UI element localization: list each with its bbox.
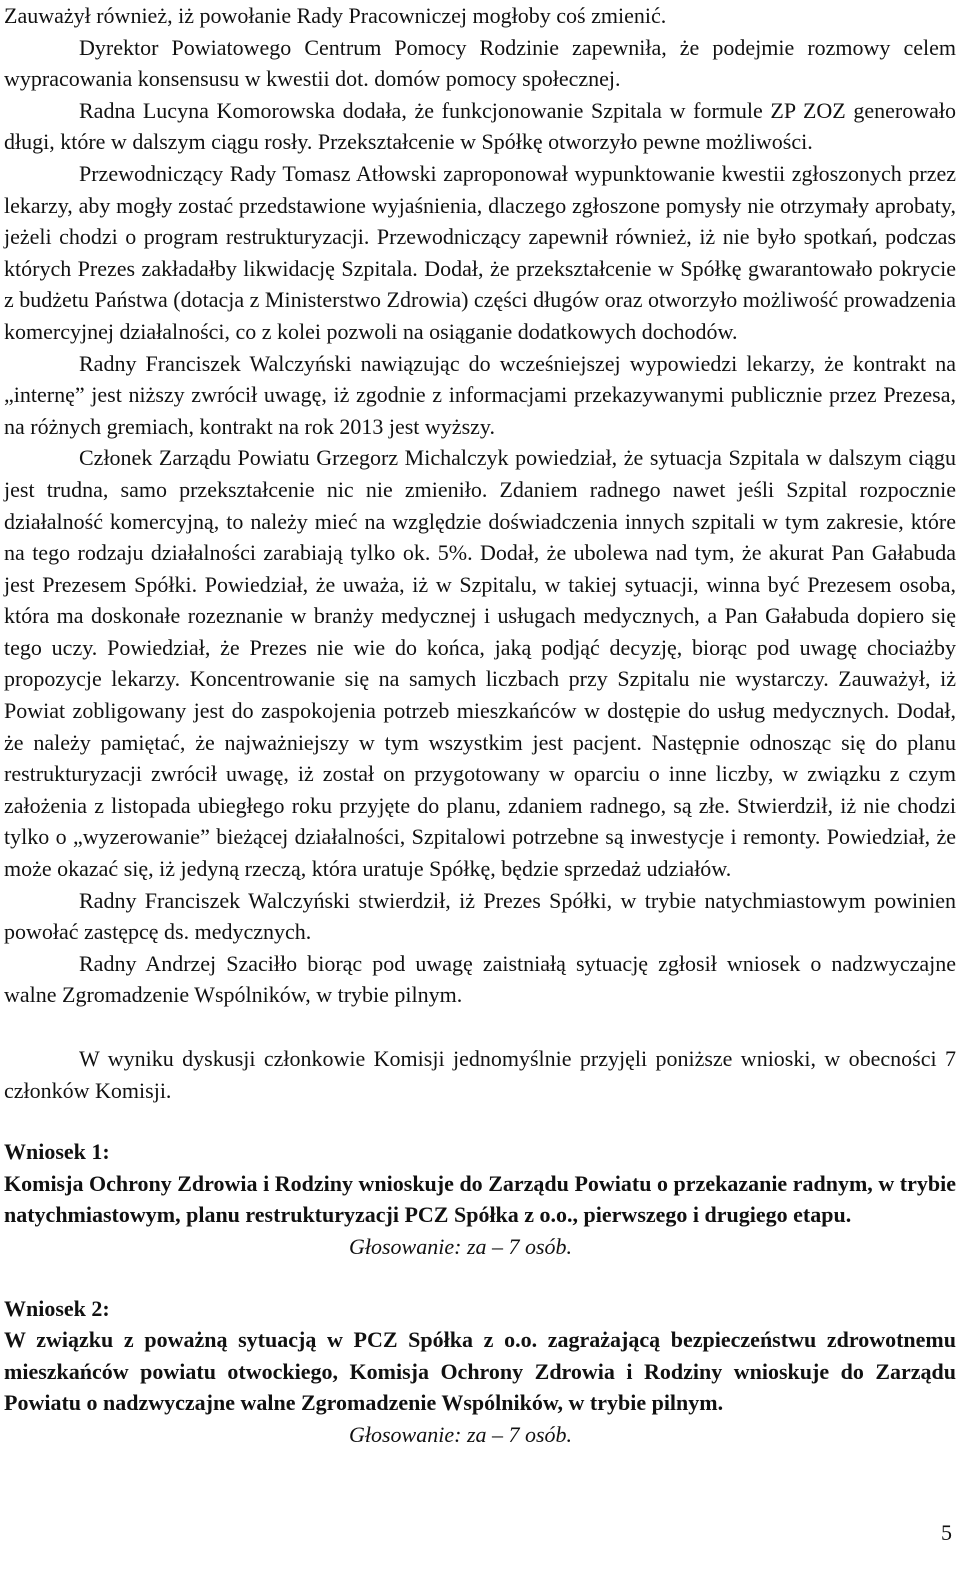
- paragraph-3: Radna Lucyna Komorowska dodała, że funkcjonowanie Szpitala w formule ZP ZOZ generowało długi, które w dalszym ciągu rosły. Przekształcenie w Spółkę otworzyło pewne możliwości.: [4, 97, 956, 155]
- spacer: [4, 1011, 956, 1043]
- motion-1-title: Wniosek 1:: [4, 1139, 110, 1165]
- spacer: [4, 1106, 956, 1136]
- motion-2-title: Wniosek 2:: [4, 1295, 110, 1321]
- page-number: 5: [941, 1520, 952, 1545]
- summary-paragraph: W wyniku dyskusji członkowie Komisji jednomyślnie przyjęli poniższe wnioski, w obecności 7 członków Komisji.: [4, 1046, 956, 1103]
- paragraph-4: Przewodniczący Rady Tomasz Atłowski zaproponował wypunktowanie kwestii zgłoszonych przez lekarzy, aby mogły zostać przedstawione wyjaśnienia, dlaczego zgłoszone pomysły nie otrzymały aprobaty, jeżeli chodzi o program restrukturyzacji. Przewodniczący zapewnił również, iż nie było spotkań, podczas których Prezes zakładałby likwidację Szpitala. Dodał, że przekształcenie w Spółkę gwarantowało pokrycie z budżetu Państwa (dotacja z Ministerstwo Zdrowia) części długów oraz otworzyło możliwość prowadzenia komercyjnej działalności, co z kolei pozwoli na osiąganie dodatkowych dochodów.: [4, 160, 956, 344]
- spacer: [4, 1263, 956, 1293]
- paragraph-2: Dyrektor Powiatowego Centrum Pomocy Rodzinie zapewniła, że podejmie rozmowy celem wypracowania konsensusu w kwestii dot. domów pomocy społecznej.: [4, 34, 956, 92]
- paragraph-1: Zauważył również, iż powołanie Rady Pracowniczej mogłoby coś zmienić.: [4, 3, 667, 28]
- paragraph-5: Radny Franciszek Walczyński nawiązując do wcześniejszej wypowiedzi lekarzy, że kontrakt na „internę” jest niższy zwrócił uwagę, iż zgodnie z informacjami przekazywanymi publicznie przez Prezesa, na różnych gremiach, kontrakt na rok 2013 jest wyższy.: [4, 350, 956, 439]
- motion-1-body: Komisja Ochrony Zdrowia i Rodziny wnioskuje do Zarządu Powiatu o przekazanie radnym, w trybie natychmiastowym, planu restrukturyzacji PCZ Spółka z o.o., pierwszego i drugiego etapu.: [4, 1170, 956, 1228]
- motion-2-vote: Głosowanie: za – 7 osób.: [349, 1421, 573, 1447]
- motion-2-body: W związku z poważną sytuacją w PCZ Spółka z o.o. zagrażającą bezpieczeństwu zdrowotnemu mieszkańców powiatu otwockiego, Komisja Ochrony Zdrowia i Rodziny wnioskuje do Zarządu Powiatu o nadzwyczajne walne Zgromadzenie Wspólników, w trybie pilnym.: [4, 1327, 956, 1416]
- document-page: [4, 0, 956, 1451]
- paragraph-8: Radny Andrzej Szaciłło biorąc pod uwagę zaistniałą sytuację zgłosił wniosek o nadzwyczajne walne Zgromadzenie Wspólników, w trybie pilnym.: [4, 950, 956, 1008]
- paragraph-6: Członek Zarządu Powiatu Grzegorz Michalczyk powiedział, że sytuacja Szpitala w dalszym ciągu jest trudna, samo przekształcenie nic nie zmieniło. Zdaniem radnego nawet jeśli Szpital rozpocznie działalność komercyjną, to należy mieć na względzie doświadczenia innych szpitali w tym zakresie, które na tego rodzaju działalności zarabiają tylko ok. 5%. Dodał, że ubolewa nad tym, że akurat Pan Gałabuda jest Prezesem Spółki. Powiedział, że uważa, iż w Szpitalu, w takiej sytuacji, winna być Prezesem osoba, która ma doskonałe rozeznanie w branży medycznej i usługach medycznych, a Pan Gałabuda dopiero się tego uczy. Powiedział, że Prezes nie wie do końca, jaką podjąć decyzję, biorąc pod uwagę chociażby propozycje lekarzy. Koncentrowanie się na samych liczbach przy Szpitalu nie wystarczy. Zauważył, iż Powiat zobligowany jest do zaspokojenia potrzeb mieszkańców w dostępie do usług medycznych. Dodał, że należy pamiętać, że najważniejszy w tym wszystkim jest pacjent. Następnie odnosząc się do planu restrukturyzacji zwrócił uwagę, iż został on przygotowany w oparciu o inne liczby, w związku z czym założenia z listopada ubiegłego roku przyjęte do planu, zdaniem radnego, są złe. Stwierdził, iż nie chodzi tylko o „wyzerowanie” bieżącej działalności, Szpitalowi potrzebne są inwestycje i remonty. Powiedział, że może okazać się, iż jedyną rzeczą, która uratuje Spółkę, będzie sprzedaż udziałów.: [4, 445, 956, 882]
- motion-1-vote: Głosowanie: za – 7 osób.: [349, 1233, 573, 1259]
- paragraph-7: Radny Franciszek Walczyński stwierdził, iż Prezes Spółki, w trybie natychmiastowym powinien powołać zastępcę ds. medycznych.: [4, 887, 956, 945]
